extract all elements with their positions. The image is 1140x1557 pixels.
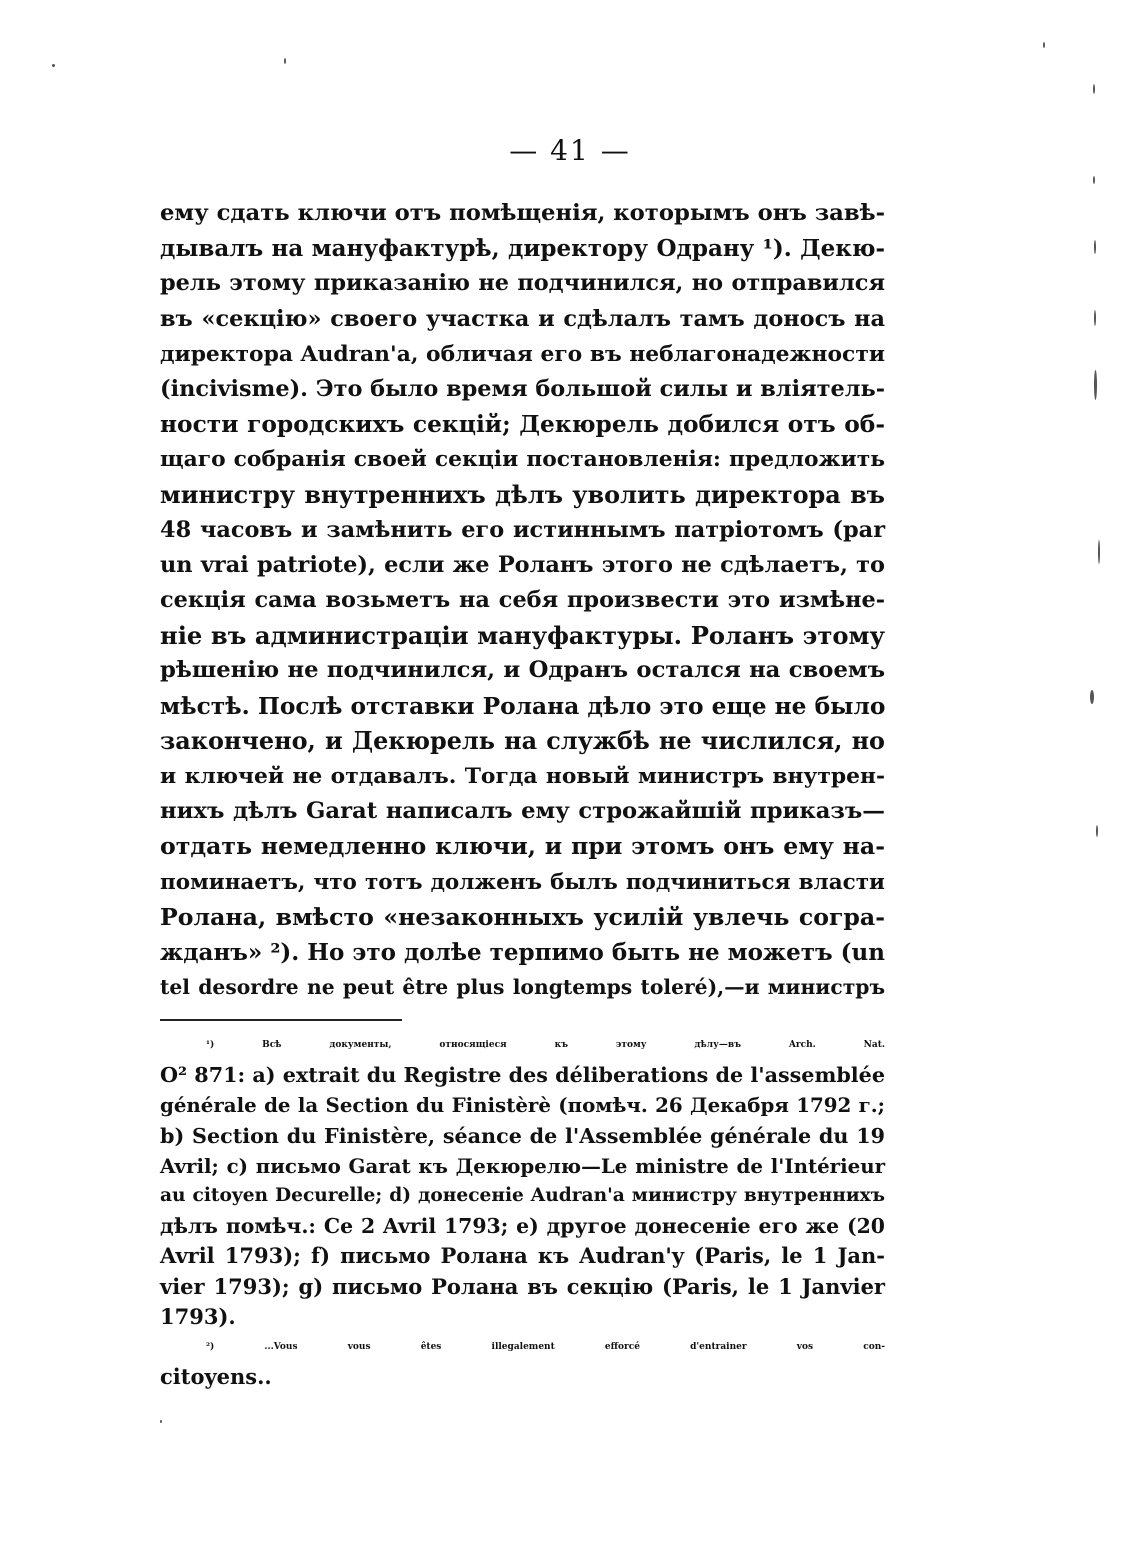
footnote-line: générale de la Section du Finistèrè (помѣч. 26 Декабря 1792 г.; [160,1093,885,1118]
scan-speck [284,58,286,64]
footnote-1 [160,1030,885,1332]
footnote-line: citoyens.. [160,1364,272,1390]
footnote-2 [160,1332,885,1392]
text-line: и ключей не отдавалъ. Тогда новый министръ внутрен- [160,764,885,789]
text-line: Ролана, вмѣсто «незаконныхъ усилій увлечь согра- [160,902,885,931]
text-line: рель этому приказанію не подчинился, но отправился [160,270,885,297]
text-line: 48 часовъ и замѣнить его истиннымъ патріотомъ (par [160,516,885,543]
text-line: директора Audran'a, обличая его въ неблагонадежности [160,341,885,367]
text-line: министру внутреннихъ дѣлъ уволить директора въ [160,480,885,509]
scan-speck [1098,540,1100,564]
text-line: нихъ дѣлъ Garat написалъ ему строжайшій приказъ— [160,798,885,825]
footnote-line: дѣлъ помѣч.: Ce 2 Avril 1793; e) другое донесеніе его же (20 [160,1214,885,1239]
text-line: щаго собранія своей секціи постановленія: предложить [160,447,885,473]
text-line: un vrai patriote), если же Роланъ этого не сдѣлаетъ, то [160,551,885,578]
scan-speck [1043,42,1045,48]
text-line: секція сама возьметъ на себя произвести это измѣне- [160,587,885,614]
footnote-line: 1793). [160,1303,236,1329]
text-line: поминаетъ, что тотъ долженъ былъ подчиниться власти [160,869,885,895]
footnote-line: Avril 1793); f) письмо Ролана къ Audran'y (Paris, le 1 Jan- [160,1243,885,1269]
text-line: ніе въ администраціи мануфактуры. Роланъ этому [160,621,885,651]
scan-speck [1094,370,1097,400]
scan-speck [160,1420,162,1423]
text-line: ему сдать ключи отъ помѣщенія, которымъ онъ завѣ- [160,200,885,226]
text-line: отдать немедленно ключи, и при этомъ онъ ему на- [160,832,885,861]
footnotes [160,1030,885,1392]
text-line: въ «секцію» своего участка и сдѣлалъ тамъ доносъ на [160,305,885,332]
text-line: рѣшенію не подчинился, и Одранъ остался на своемъ [160,657,885,684]
text-line: мѣстѣ. Послѣ отставки Ролана дѣло это еще не было [160,692,886,720]
footnote-line: Avril; c) письмо Garat къ Декюрелю—Le ministre de l'Intérieur [160,1153,885,1178]
footnote-line: b) Section du Finistère, séance de l'Assemblée générale du 19 [160,1123,885,1148]
text-line: дывалъ на мануфактурѣ, директору Одрану ¹). Декю- [160,235,885,263]
footnote-line: au citoyen Decurelle; d) донесеніе Audran'a министру внутреннихъ [160,1184,885,1206]
scan-speck [52,64,55,67]
footnote-line: ²) ...Vous vous êtes illegalement efforcé d'entrainer vos con- [206,1341,885,1352]
scan-speck [1093,84,1095,94]
text-line: tel desordre ne peut être plus longtemps toleré),—и министръ [160,975,885,1000]
main-text [160,196,885,1005]
footnote-separator [160,1019,402,1021]
text-line: жданъ» ²). Но это долѣе терпимо быть не можетъ (un [160,938,886,966]
footnote-line: vier 1793); g) письмо Ролана въ секцію (Paris, le 1 Janvier [160,1273,885,1299]
scan-speck [1093,176,1095,184]
text-line: (incivisme). Это было время большой силы и вліятель- [160,375,886,402]
text-line: закончено, и Декюрель на службѣ не числился, но [160,726,885,755]
scan-speck [1094,310,1096,326]
text-line: ности городскихъ секцій; Декюрель добился отъ об- [160,411,885,439]
scan-speck [1094,240,1096,254]
footnote-line: ¹) Всѣ документы, относящіеся къ этому дѣлу—въ Arch. Nat. [206,1040,885,1050]
scan-speck [1090,690,1094,704]
scan-speck [1096,825,1098,837]
page-number: — 41 — [509,134,631,167]
footnote-line: O² 871: a) extrait du Registre des déliberations de l'assemblée [160,1063,885,1088]
